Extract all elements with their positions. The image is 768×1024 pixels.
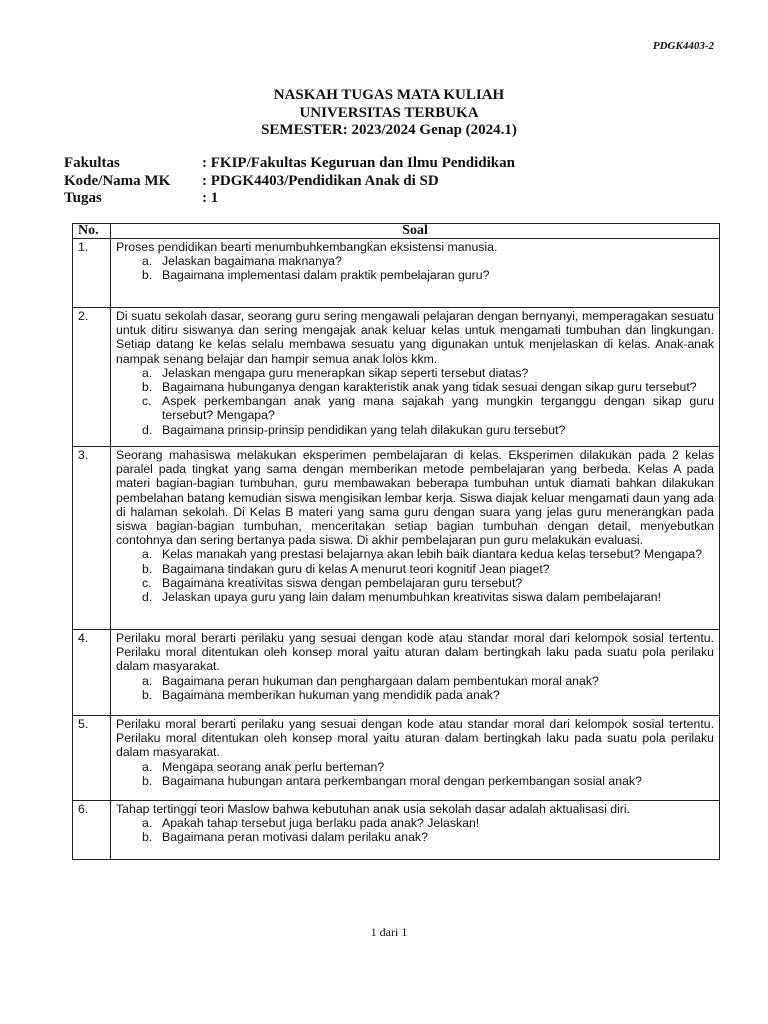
question-body [111, 801, 720, 860]
sub-question-letter: b. [142, 561, 153, 576]
question-text: Perilaku moral berarti perilaku yang sesuai dengan kode atau standar moral dari kelompok sosial tertentu. Perilaku moral ditentukan oleh konsep moral yaitu aturan dalam bertingkah laku pada suatu pola perilaku dalam masyarakat. [116, 631, 714, 674]
page-number: 1 dari 1 [370, 925, 408, 939]
question-text: Seorang mahasiswa melakukan eksperimen pembelajaran di kelas. Eksperimen dilakukan pada 2 kelas paralel pada tingkat yang sama dengan memberikan metode pembelajaran yang berbeda. Kelas A pada materi bagian-bagian tumbuhan, guru membawakan beberapa tumbuhan untuk diamati bahkan dilakukan pembelahan batang kemudian siswa mengisikan lembar kerja. Siswa diajak keluar mengamati daun yang ada di halaman sekolah. Di Kelas B materi yang sama guru dengan suara yang jelas guru menerangkan pada siswa bagian-bagian tumbuhan, menceritakan setiap bagian tumbuhan dengan detail, menyebutkan contohnya dan sering bertanya pada siswa. Di akhir pembelajaran pun guru melakukan evaluasi. [116, 448, 714, 548]
question-number: 1. [73, 239, 111, 308]
sub-question-letter: c. [142, 575, 152, 590]
sub-question-list [116, 816, 714, 844]
sub-question-letter: a. [142, 547, 153, 562]
sub-question [116, 760, 714, 774]
sub-question-text: Bagaimana hubungan antara perkembangan moral dengan perkembangan sosial anak? [162, 773, 642, 788]
sub-question-text: Apakah tahap tersebut juga berlaku pada anak? Jelaskan! [162, 816, 480, 831]
sub-question [116, 268, 714, 282]
sub-question-text: Bagaimana implementasi dalam praktik pembelajaran guru? [162, 268, 490, 283]
sub-question [116, 394, 714, 422]
sub-question-list [116, 254, 714, 282]
column-header-soal: Soal [111, 224, 720, 239]
meta-value: : 1 [202, 190, 219, 206]
sub-question [116, 562, 714, 576]
sub-question-text: Bagaimana hubunganya dengan karakteristik anak yang tidak sesuai dengan sikap guru tersebut? [162, 380, 697, 395]
sub-question [116, 830, 714, 844]
sub-question-letter: d. [142, 590, 153, 605]
sub-question-letter: b. [142, 830, 153, 845]
sub-question-letter: c. [142, 394, 152, 409]
sub-question-text: Jelaskan upaya guru yang lain dalam menumbuhkan kreativitas siswa dalam pembelajaran! [162, 590, 661, 605]
meta-label: Fakultas [64, 155, 120, 171]
question-row-4 [73, 630, 720, 716]
sub-question-letter: b. [142, 380, 153, 395]
sub-question-list [116, 366, 714, 437]
sub-question-letter: d. [142, 422, 153, 437]
sub-question [116, 674, 714, 688]
question-text: Perilaku moral berarti perilaku yang sesuai dengan kode atau standar moral dari kelompok sosial tertentu. Perilaku moral ditentukan oleh konsep moral yaitu aturan dalam bertingkah laku pada suatu pola perilaku dalam masyarakat. [116, 717, 714, 760]
sub-question-letter: a. [142, 673, 153, 688]
sub-question-letter: b. [142, 687, 153, 702]
sub-question-text: Aspek perkembangan anak yang mana sajakah yang mungkin terganggu dengan sikap guru tersebut? Mengapa? [162, 394, 714, 423]
sub-question [116, 547, 714, 561]
sub-question-text: Bagaimana kreativitas siswa dengan pembelajaran guru tersebut? [162, 575, 523, 590]
meta-label: Tugas [64, 190, 102, 206]
question-row-1 [73, 239, 720, 308]
question-row-2 [73, 308, 720, 447]
sub-question-text: Bagaimana tindakan guru di kelas A menurut teori kognitif Jean piaget? [162, 561, 550, 576]
meta-value: : FKIP/Fakultas Keguruan dan Ilmu Pendidikan [202, 155, 515, 171]
header-title: NASKAH TUGAS MATA KULIAH [273, 87, 505, 103]
question-text: Di suatu sekolah dasar, seorang guru sering mengawali pelajaran dengan bernyanyi, memperagakan sesuatu untuk ditiru siswanya dan sering mengajak anak keluar kelas untuk mengamati tumbuhan dan lingkungan. Setiap datang ke kelas selalu membawa sesuatu yang digunakan untuk menjelaskan di kelas. Anak-anak nampak senang belajar dan hampir semua anak lolos kkm. [116, 309, 714, 366]
question-number: 2. [73, 308, 111, 447]
sub-question [116, 366, 714, 380]
question-row-3 [73, 447, 720, 630]
sub-question-list [116, 760, 714, 788]
sub-question-text: Bagaimana memberikan hukuman yang mendidik pada anak? [162, 687, 500, 702]
sub-question-letter: b. [142, 773, 153, 788]
sub-question-text: Jelaskan bagaimana maknanya? [162, 254, 342, 269]
table-header-row [73, 224, 720, 239]
sub-question-list [116, 547, 714, 604]
question-number: 3. [73, 447, 111, 630]
course-meta [64, 155, 515, 208]
document-header [0, 87, 768, 140]
sub-question-text: Kelas manakah yang prestasi belajarnya akan lebih baik diantara kedua kelas tersebut? Mengapa? [162, 547, 703, 562]
sub-question [116, 423, 714, 437]
question-number: 5. [73, 716, 111, 801]
meta-value: : PDGK4403/Pendidikan Anak di SD [202, 172, 439, 189]
sub-question-letter: a. [142, 759, 153, 774]
sub-question [116, 816, 714, 830]
question-body [111, 716, 720, 801]
question-number: 6. [73, 801, 111, 860]
question-text: Tahap tertinggi teori Maslow bahwa kebutuhan anak usia sekolah dasar adalah aktualisasi diri. [116, 802, 631, 816]
meta-row-kode-mk [64, 173, 515, 191]
sub-question [116, 590, 714, 604]
column-header-no: No. [73, 224, 111, 239]
sub-question [116, 688, 714, 702]
sub-question [116, 254, 714, 268]
sub-question-list [116, 674, 714, 702]
question-number: 4. [73, 630, 111, 716]
meta-row-tugas [64, 190, 515, 208]
question-text: Proses pendidikan bearti menumbuhkembangkan eksistensi manusia. [116, 240, 498, 254]
meta-row-fakultas [64, 155, 515, 173]
meta-label: Kode/Nama MK [64, 172, 171, 189]
sub-question [116, 576, 714, 590]
sub-question-text: Bagaimana peran hukuman dan penghargaan dalam pembentukan moral anak? [162, 673, 599, 688]
sub-question [116, 380, 714, 394]
question-body [111, 630, 720, 716]
sub-question [116, 774, 714, 788]
question-row-5 [73, 716, 720, 801]
questions-table [72, 223, 720, 860]
question-body [111, 447, 720, 630]
sub-question-letter: a. [142, 254, 153, 269]
question-row-6 [73, 801, 720, 860]
document-code: PDGK4403-2 [652, 40, 714, 52]
sub-question-text: Mengapa seorang anak perlu berteman? [162, 759, 385, 774]
header-university: UNIVERSITAS TERBUKA [299, 104, 479, 121]
header-semester: SEMESTER: 2023/2024 Genap (2024.1) [261, 122, 517, 138]
sub-question-letter: a. [142, 816, 153, 831]
sub-question-letter: b. [142, 268, 153, 283]
question-body [111, 308, 720, 447]
sub-question-text: Bagaimana peran motivasi dalam perilaku anak? [162, 830, 428, 845]
sub-question-text: Jelaskan mengapa guru menerapkan sikap seperti tersebut diatas? [162, 365, 529, 380]
sub-question-letter: a. [142, 365, 153, 380]
question-body [111, 239, 720, 308]
sub-question-text: Bagaimana prinsip-prinsip pendidikan yang telah dilakukan guru tersebut? [162, 422, 566, 437]
